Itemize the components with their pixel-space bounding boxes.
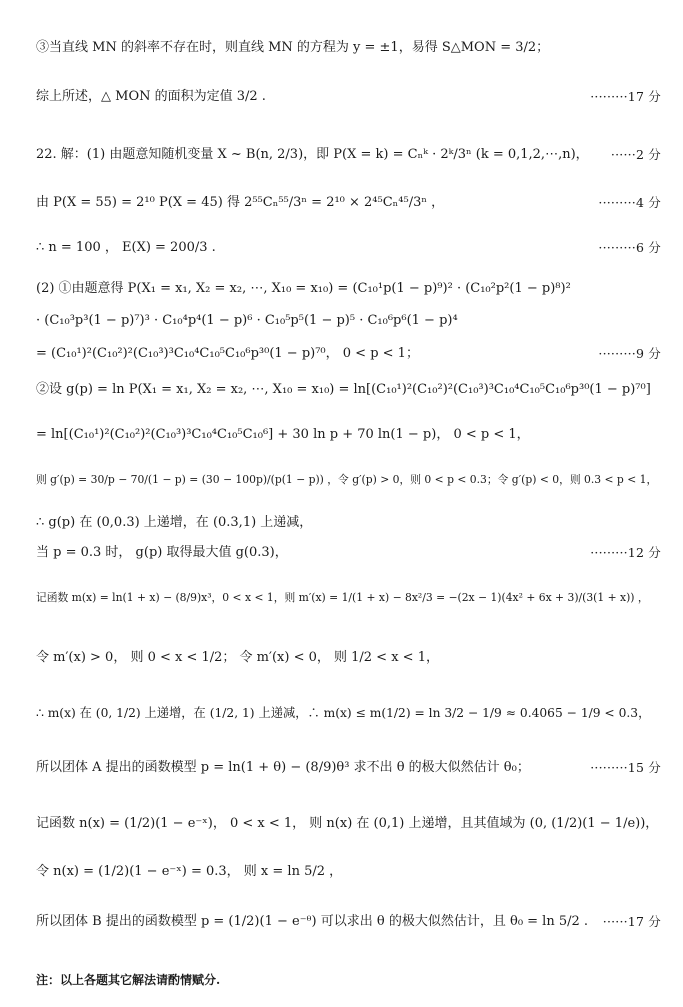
score-mark: ·········17 分 <box>590 89 661 104</box>
line-text: (2) ①由题意得 P(X₁ = x₁, X₂ = x₂, ⋯, X₁₀ = x₁₀) = (C₁₀¹p(1 − p)⁹)² · (C₁₀²p²(1 − p)⁸)² <box>36 281 571 296</box>
line-text: = ln[(C₁₀¹)²(C₁₀²)²(C₁₀³)³C₁₀⁴C₁₀⁵C₁₀⁶] + 30 ln p + 70 ln(1 − p)， 0 < p < 1， <box>36 427 530 442</box>
line-text: ∴ m(x) 在 (0, 1/2) 上递增，在 (1/2, 1) 上递减，∴ m(x) ≤ m(1/2) = ln 3/2 − 1/9 ≈ 0.4065 − 1/9 < 0.3， <box>36 706 651 720</box>
solution-line-11 <box>36 472 661 488</box>
line-text: 令 m′(x) > 0， 则 0 < x < 1/2； 令 m′(x) < 0， 则 1/2 < x < 1， <box>36 650 439 665</box>
line-text: 由 P(X = 55) = 2¹⁰ P(X = 45) 得 2⁵⁵Cₙ⁵⁵/3ⁿ = 2¹⁰ × 2⁴⁵Cₙ⁴⁵/3ⁿ ， <box>36 195 445 210</box>
solution-line-8 <box>36 346 661 362</box>
score-mark: ······2 分 <box>610 147 661 162</box>
solution-line-19 <box>36 864 661 880</box>
line-text: = (C₁₀¹)²(C₁₀²)²(C₁₀³)³C₁₀⁴C₁₀⁵C₁₀⁶p³⁰(1 − p)⁷⁰， 0 < p < 1； <box>36 346 419 361</box>
solution-line-16 <box>36 705 661 722</box>
solution-line-10 <box>36 427 661 443</box>
line-text: 所以团体 A 提出的函数模型 p = ln(1 + θ) − (8/9)θ³ 求不出 θ 的极大似然估计 θ₀； <box>36 760 530 775</box>
score-mark: ·········4 分 <box>598 195 661 210</box>
score-mark: ······17 分 <box>602 914 661 929</box>
line-text: ∴ n = 100 ， E(X) = 200/3 . <box>36 240 216 255</box>
solution-line-7 <box>36 313 661 329</box>
line-text: 记函数 n(x) = (1/2)(1 − e⁻ˣ)， 0 < x < 1， 则 n(x) 在 (0,1) 上递增，且其值域为 (0, (1/2)(1 − 1/e))， <box>36 816 659 831</box>
solution-line-17 <box>36 760 661 776</box>
solution-line-1 <box>36 40 661 56</box>
solution-line-13 <box>36 545 661 561</box>
solution-line-6 <box>36 281 661 297</box>
solution-line-2 <box>36 89 661 105</box>
score-mark: ·········15 分 <box>590 760 661 775</box>
score-mark: ·········9 分 <box>598 346 661 361</box>
solution-line-9 <box>36 382 661 398</box>
line-text: 综上所述，△ MON 的面积为定值 3/2 . <box>36 89 266 104</box>
line-text: 则 g′(p) = 30/p − 70/(1 − p) = (30 − 100p)/(p(1 − p)) ，令 g′(p) > 0，则 0 < p < 0.3；令 g′(p) < 0，则 0.3 < p < 1， <box>36 473 658 486</box>
line-text: · (C₁₀³p³(1 − p)⁷)³ · C₁₀⁴p⁴(1 − p)⁶ · C₁₀⁵p⁵(1 − p)⁵ · C₁₀⁶p⁶(1 − p)⁴ <box>36 313 458 328</box>
solution-line-4 <box>36 195 661 211</box>
solution-line-20 <box>36 914 661 930</box>
score-mark: ·········6 分 <box>598 240 661 255</box>
solution-line-12 <box>36 515 661 531</box>
score-mark: ·········12 分 <box>590 545 661 560</box>
line-text: 22. 解：(1) 由题意知随机变量 X ~ B(n, 2/3)，即 P(X = k) = Cₙᵏ · 2ᵏ/3ⁿ (k = 0,1,2,⋯,n)， <box>36 147 589 162</box>
line-text: ③当直线 MN 的斜率不存在时，则直线 MN 的方程为 y = ±1，易得 S△MON = 3/2； <box>36 40 550 55</box>
solution-line-14 <box>36 590 661 606</box>
grading-note: 注：以上各题其它解法请酌情赋分. <box>36 973 221 987</box>
line-text: 令 n(x) = (1/2)(1 − e⁻ˣ) = 0.3， 则 x = ln 5/2 ， <box>36 864 343 879</box>
line-text: 当 p = 0.3 时， g(p) 取得最大值 g(0.3)， <box>36 545 288 560</box>
line-text: 记函数 m(x) = ln(1 + x) − (8/9)x³，0 < x < 1，则 m′(x) = 1/(1 + x) − 8x²/3 = −(2x − 1)(4x² + 6x + 3)/(3(1 + x)) ， <box>36 591 649 604</box>
line-text: ∴ g(p) 在 (0,0.3) 上递增，在 (0.3,1) 上递减， <box>36 515 313 530</box>
solution-line-15 <box>36 650 661 666</box>
solution-line-5 <box>36 240 661 256</box>
solution-line-3 <box>36 147 661 163</box>
line-text: 所以团体 B 提出的函数模型 p = (1/2)(1 − e⁻ᶿ) 可以求出 θ 的极大似然估计，且 θ₀ = ln 5/2 . <box>36 914 589 929</box>
line-text: ②设 g(p) = ln P(X₁ = x₁, X₂ = x₂, ⋯, X₁₀ = x₁₀) = ln[(C₁₀¹)²(C₁₀²)²(C₁₀³)³C₁₀⁴C₁₀⁵C₁₀⁶p³⁰(1 − p)⁷⁰] <box>36 382 651 397</box>
solution-line-18 <box>36 816 661 832</box>
